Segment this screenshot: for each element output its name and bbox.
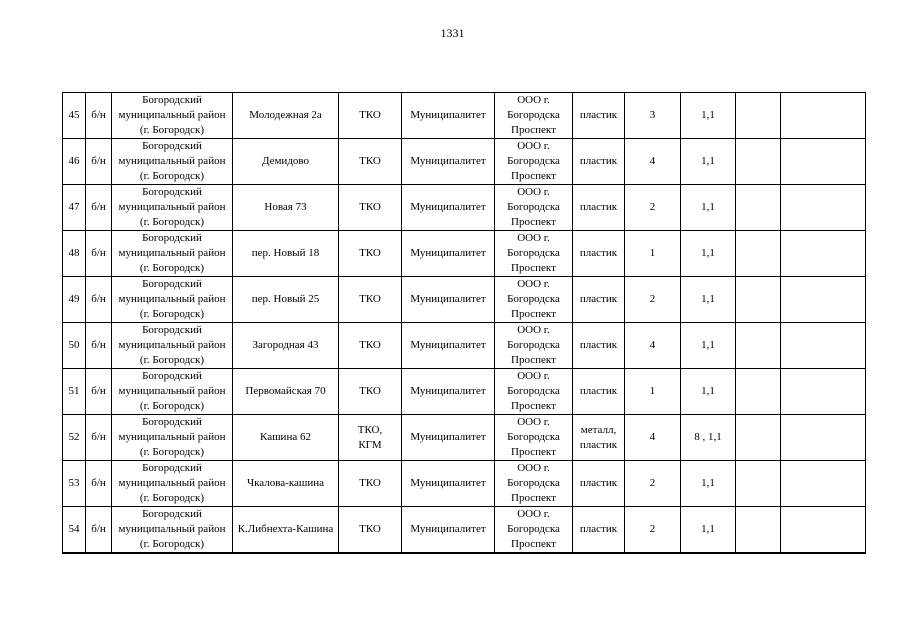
empty-cell [736, 507, 781, 554]
table-row [63, 231, 866, 277]
waste-type-cell [339, 507, 402, 554]
registry-code-cell: б/н [86, 277, 112, 323]
material-line: пластик [579, 339, 618, 351]
organization-line: ООО г. [517, 462, 550, 474]
empty-cell [781, 231, 866, 277]
table-body [63, 93, 866, 554]
organization-line: Богородска [507, 477, 560, 489]
organization-line: Богородска [507, 293, 560, 305]
district-line: (г. Богородск) [139, 262, 205, 274]
waste-type-cell [339, 369, 402, 415]
organization-line: Проспект [511, 538, 556, 550]
district-line: (г. Богородск) [139, 308, 205, 320]
waste-type-line: ТКО [359, 201, 381, 213]
registry-code-cell: б/н [86, 369, 112, 415]
district-line: муниципальный район [118, 155, 226, 167]
organization-line: Богородска [507, 155, 560, 167]
registry-code-cell: б/н [86, 507, 112, 554]
organization-line: ООО г. [517, 140, 550, 152]
address-cell: Чкалова-кашина [233, 461, 339, 507]
organization-line: ООО г. [517, 278, 550, 290]
district-line: муниципальный район [118, 477, 226, 489]
material-line: пластик [579, 293, 618, 305]
waste-type-line: ТКО [359, 477, 381, 489]
container-volume-cell: 1,1 [681, 277, 736, 323]
district-line: (г. Богородск) [139, 354, 205, 366]
address-cell: Новая 73 [233, 185, 339, 231]
row-number-cell: 54 [63, 507, 86, 554]
row-number-cell: 49 [63, 277, 86, 323]
owner-cell: Муниципалитет [402, 93, 495, 139]
table-row [63, 139, 866, 185]
empty-cell [736, 231, 781, 277]
waste-type-line: ТКО, [357, 423, 383, 436]
container-volume-cell: 1,1 [681, 461, 736, 507]
district-cell [112, 461, 233, 507]
material-cell [573, 185, 625, 231]
empty-cell [736, 139, 781, 185]
container-volume-cell: 1,1 [681, 185, 736, 231]
registry-code-cell: б/н [86, 415, 112, 461]
waste-site-table [62, 92, 866, 554]
district-line: муниципальный район [118, 339, 226, 351]
material-line: металл, [580, 423, 617, 436]
waste-type-line: ТКО [359, 155, 381, 167]
container-count-cell: 2 [625, 277, 681, 323]
waste-type-cell [339, 93, 402, 139]
district-cell [112, 415, 233, 461]
empty-cell [781, 139, 866, 185]
empty-cell [736, 93, 781, 139]
owner-cell: Муниципалитет [402, 185, 495, 231]
waste-type-line: ТКО [359, 523, 381, 535]
container-count-cell: 4 [625, 323, 681, 369]
organization-line: Проспект [511, 354, 556, 366]
owner-cell: Муниципалитет [402, 277, 495, 323]
owner-cell: Муниципалитет [402, 369, 495, 415]
registry-code-cell: б/н [86, 93, 112, 139]
organization-line: ООО г. [517, 186, 550, 198]
waste-type-cell [339, 185, 402, 231]
container-count-cell: 1 [625, 369, 681, 415]
district-line: Богородский [142, 370, 202, 382]
container-volume-cell: 1,1 [681, 507, 736, 554]
waste-type-cell [339, 415, 402, 461]
owner-cell: Муниципалитет [402, 507, 495, 554]
organization-line: Проспект [511, 446, 556, 458]
registry-code-cell: б/н [86, 231, 112, 277]
organization-cell [495, 323, 573, 369]
page-number: 1331 [440, 26, 465, 40]
empty-cell [736, 369, 781, 415]
material-cell [573, 231, 625, 277]
owner-cell: Муниципалитет [402, 323, 495, 369]
organization-cell [495, 93, 573, 139]
district-line: Богородский [142, 324, 202, 336]
table-row [63, 93, 866, 139]
district-line: (г. Богородск) [139, 124, 205, 136]
address-cell: Загородная 43 [233, 323, 339, 369]
row-number-cell: 50 [63, 323, 86, 369]
row-number-cell: 53 [63, 461, 86, 507]
address-cell: Первомайская 70 [233, 369, 339, 415]
container-volume-cell: 1,1 [681, 323, 736, 369]
container-count-cell: 3 [625, 93, 681, 139]
district-line: Богородский [142, 186, 202, 198]
material-line: пластик [579, 247, 618, 259]
organization-line: Богородска [507, 247, 560, 259]
material-line: пластик [579, 438, 618, 451]
empty-cell [736, 277, 781, 323]
waste-type-line: КГМ [358, 438, 382, 451]
organization-line: Проспект [511, 308, 556, 320]
table-row [63, 185, 866, 231]
empty-cell [781, 185, 866, 231]
waste-type-line: ТКО [359, 247, 381, 259]
material-line: пластик [579, 477, 618, 489]
registry-code-cell: б/н [86, 139, 112, 185]
organization-line: Проспект [511, 124, 556, 136]
district-cell [112, 323, 233, 369]
organization-line: Богородска [507, 339, 560, 351]
district-line: муниципальный район [118, 201, 226, 213]
organization-line: Проспект [511, 216, 556, 228]
district-cell [112, 185, 233, 231]
address-cell: пер. Новый 18 [233, 231, 339, 277]
district-line: (г. Богородск) [139, 538, 205, 550]
organization-line: Проспект [511, 400, 556, 412]
container-count-cell: 2 [625, 507, 681, 554]
address-cell: пер. Новый 25 [233, 277, 339, 323]
waste-type-line: ТКО [359, 339, 381, 351]
waste-type-line: ТКО [359, 109, 381, 121]
organization-line: Проспект [511, 492, 556, 504]
district-cell [112, 139, 233, 185]
district-line: Богородский [142, 416, 202, 428]
row-number-cell: 47 [63, 185, 86, 231]
row-number-cell: 51 [63, 369, 86, 415]
container-count-cell: 2 [625, 185, 681, 231]
district-line: муниципальный район [118, 247, 226, 259]
owner-cell: Муниципалитет [402, 139, 495, 185]
district-line: Богородский [142, 140, 202, 152]
organization-cell [495, 461, 573, 507]
organization-cell [495, 185, 573, 231]
district-line: муниципальный район [118, 523, 226, 535]
organization-line: Богородска [507, 385, 560, 397]
district-line: Богородский [142, 94, 202, 106]
organization-line: ООО г. [517, 416, 550, 428]
address-cell: Кашина 62 [233, 415, 339, 461]
organization-cell [495, 277, 573, 323]
table-row [63, 277, 866, 323]
container-volume-cell: 8 , 1,1 [681, 415, 736, 461]
container-count-cell: 2 [625, 461, 681, 507]
district-line: Богородский [142, 462, 202, 474]
row-number-cell: 52 [63, 415, 86, 461]
district-line: муниципальный район [118, 109, 226, 121]
table-row [63, 461, 866, 507]
empty-cell [736, 461, 781, 507]
registry-code-cell: б/н [86, 323, 112, 369]
material-cell [573, 507, 625, 554]
registry-code-cell: б/н [86, 461, 112, 507]
material-cell [573, 139, 625, 185]
district-line: Богородский [142, 278, 202, 290]
waste-type-cell [339, 323, 402, 369]
organization-cell [495, 139, 573, 185]
container-volume-cell: 1,1 [681, 139, 736, 185]
address-cell: К.Либнехта-Кашина [233, 507, 339, 554]
district-line: (г. Богородск) [139, 170, 205, 182]
empty-cell [736, 185, 781, 231]
district-cell [112, 277, 233, 323]
table-row [63, 369, 866, 415]
container-volume-cell: 1,1 [681, 369, 736, 415]
organization-line: ООО г. [517, 508, 550, 520]
material-cell [573, 277, 625, 323]
empty-cell [781, 323, 866, 369]
empty-cell [781, 93, 866, 139]
empty-cell [781, 415, 866, 461]
district-cell [112, 93, 233, 139]
organization-line: Проспект [511, 262, 556, 274]
row-number-cell: 46 [63, 139, 86, 185]
empty-cell [781, 461, 866, 507]
waste-type-cell [339, 231, 402, 277]
district-cell [112, 369, 233, 415]
district-line: (г. Богородск) [139, 492, 205, 504]
container-count-cell: 4 [625, 139, 681, 185]
district-line: Богородский [142, 508, 202, 520]
empty-cell [736, 323, 781, 369]
district-line: (г. Богородск) [139, 446, 205, 458]
organization-line: ООО г. [517, 232, 550, 244]
district-line: муниципальный район [118, 293, 226, 305]
district-line: муниципальный район [118, 431, 226, 443]
material-cell [573, 369, 625, 415]
registry-code-cell: б/н [86, 185, 112, 231]
empty-cell [781, 507, 866, 554]
district-line: (г. Богородск) [139, 400, 205, 412]
material-cell [573, 415, 625, 461]
material-line: пластик [579, 523, 618, 535]
organization-line: ООО г. [517, 370, 550, 382]
organization-line: Богородска [507, 109, 560, 121]
organization-line: ООО г. [517, 324, 550, 336]
table-row [63, 323, 866, 369]
empty-cell [736, 415, 781, 461]
organization-cell [495, 231, 573, 277]
material-line: пластик [579, 385, 618, 397]
empty-cell [781, 369, 866, 415]
organization-cell [495, 369, 573, 415]
address-cell: Молодежная 2а [233, 93, 339, 139]
waste-type-cell [339, 277, 402, 323]
organization-line: Богородска [507, 201, 560, 213]
owner-cell: Муниципалитет [402, 415, 495, 461]
material-cell [573, 323, 625, 369]
material-cell [573, 461, 625, 507]
waste-type-line: ТКО [359, 385, 381, 397]
container-count-cell: 1 [625, 231, 681, 277]
container-count-cell: 4 [625, 415, 681, 461]
district-line: Богородский [142, 232, 202, 244]
organization-cell [495, 415, 573, 461]
owner-cell: Муниципалитет [402, 231, 495, 277]
district-line: (г. Богородск) [139, 216, 205, 228]
container-volume-cell: 1,1 [681, 93, 736, 139]
organization-line: Богородска [507, 431, 560, 443]
owner-cell: Муниципалитет [402, 461, 495, 507]
material-line: пластик [579, 155, 618, 167]
district-line: муниципальный район [118, 385, 226, 397]
organization-line: Проспект [511, 170, 556, 182]
district-cell [112, 231, 233, 277]
address-cell: Демидово [233, 139, 339, 185]
organization-cell [495, 507, 573, 554]
table-row [63, 507, 866, 554]
material-line: пластик [579, 109, 618, 121]
material-cell [573, 93, 625, 139]
table-row [63, 415, 866, 461]
organization-line: Богородска [507, 523, 560, 535]
organization-line: ООО г. [517, 94, 550, 106]
waste-type-cell [339, 461, 402, 507]
district-cell [112, 507, 233, 554]
empty-cell [781, 277, 866, 323]
waste-type-line: ТКО [359, 293, 381, 305]
waste-type-cell [339, 139, 402, 185]
container-volume-cell: 1,1 [681, 231, 736, 277]
material-line: пластик [579, 201, 618, 213]
row-number-cell: 48 [63, 231, 86, 277]
row-number-cell: 45 [63, 93, 86, 139]
